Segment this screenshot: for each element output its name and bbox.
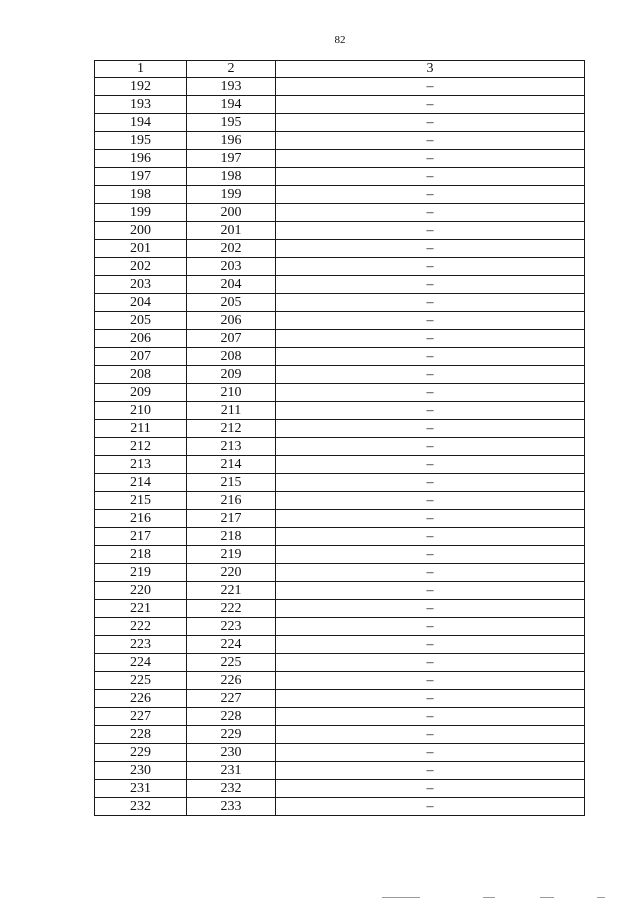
table-cell-col-2: 220 (187, 564, 276, 582)
table-cell-col-1: 194 (95, 114, 187, 132)
table-cell-col-3: – (276, 492, 585, 510)
table-cell-col-3: – (276, 96, 585, 114)
table-cell-col-3: – (276, 420, 585, 438)
table-cell-col-2: 215 (187, 474, 276, 492)
table-row (95, 672, 585, 690)
table-row (95, 690, 585, 708)
table-cell-col-1: 214 (95, 474, 187, 492)
table-cell-col-2: 197 (187, 150, 276, 168)
table-row (95, 78, 585, 96)
table-row (95, 546, 585, 564)
table-cell-col-2: 222 (187, 600, 276, 618)
table-row (95, 420, 585, 438)
table-cell-col-2: 219 (187, 546, 276, 564)
scan-mark (483, 897, 495, 898)
table-cell-col-3: – (276, 456, 585, 474)
table-cell-col-2: 231 (187, 762, 276, 780)
scan-marks (0, 895, 640, 901)
table-row (95, 402, 585, 420)
table-cell-col-3: – (276, 258, 585, 276)
table-cell-col-1: 193 (95, 96, 187, 114)
table-cell-col-2: 199 (187, 186, 276, 204)
column-header-1: 1 (95, 61, 187, 78)
table-cell-col-3: – (276, 744, 585, 762)
table-row (95, 636, 585, 654)
table-cell-col-2: 228 (187, 708, 276, 726)
table-cell-col-1: 228 (95, 726, 187, 744)
table-row (95, 654, 585, 672)
table-row (95, 582, 585, 600)
table-cell-col-1: 197 (95, 168, 187, 186)
table-cell-col-1: 213 (95, 456, 187, 474)
table-row (95, 762, 585, 780)
table-cell-col-2: 209 (187, 366, 276, 384)
table-cell-col-1: 226 (95, 690, 187, 708)
table-cell-col-2: 227 (187, 690, 276, 708)
scan-mark (540, 897, 554, 898)
table-cell-col-2: 200 (187, 204, 276, 222)
table-cell-col-3: – (276, 708, 585, 726)
table-cell-col-3: – (276, 600, 585, 618)
table-row (95, 114, 585, 132)
table-cell-col-1: 207 (95, 348, 187, 366)
table-cell-col-1: 200 (95, 222, 187, 240)
table-cell-col-1: 195 (95, 132, 187, 150)
table-row (95, 708, 585, 726)
table-cell-col-1: 222 (95, 618, 187, 636)
table-cell-col-3: – (276, 114, 585, 132)
table-cell-col-1: 220 (95, 582, 187, 600)
table-cell-col-2: 195 (187, 114, 276, 132)
table-cell-col-2: 224 (187, 636, 276, 654)
table-cell-col-1: 204 (95, 294, 187, 312)
table-cell-col-2: 212 (187, 420, 276, 438)
table-row (95, 258, 585, 276)
table-cell-col-2: 221 (187, 582, 276, 600)
column-header-3: 3 (276, 61, 585, 78)
table-cell-col-3: – (276, 780, 585, 798)
table-cell-col-3: – (276, 564, 585, 582)
table-cell-col-3: – (276, 294, 585, 312)
table-cell-col-2: 207 (187, 330, 276, 348)
table-cell-col-1: 203 (95, 276, 187, 294)
table-header-row (95, 61, 585, 78)
table-cell-col-1: 201 (95, 240, 187, 258)
table-cell-col-1: 218 (95, 546, 187, 564)
table-cell-col-3: – (276, 132, 585, 150)
table-row (95, 294, 585, 312)
table-cell-col-2: 226 (187, 672, 276, 690)
table-cell-col-3: – (276, 798, 585, 816)
table-cell-col-2: 225 (187, 654, 276, 672)
table-cell-col-3: – (276, 690, 585, 708)
table-cell-col-3: – (276, 204, 585, 222)
table-row (95, 600, 585, 618)
table-row (95, 510, 585, 528)
table-row (95, 204, 585, 222)
table-cell-col-3: – (276, 510, 585, 528)
table-cell-col-3: – (276, 186, 585, 204)
table-cell-col-1: 231 (95, 780, 187, 798)
table-cell-col-1: 225 (95, 672, 187, 690)
table-cell-col-3: – (276, 672, 585, 690)
table-row (95, 222, 585, 240)
scan-mark (382, 897, 420, 898)
table-row (95, 168, 585, 186)
table-cell-col-1: 205 (95, 312, 187, 330)
table-cell-col-2: 201 (187, 222, 276, 240)
table-cell-col-1: 210 (95, 402, 187, 420)
table-cell-col-3: – (276, 330, 585, 348)
table-cell-col-2: 206 (187, 312, 276, 330)
table-cell-col-2: 223 (187, 618, 276, 636)
table-cell-col-2: 230 (187, 744, 276, 762)
data-table (94, 60, 585, 816)
table-cell-col-2: 205 (187, 294, 276, 312)
table-cell-col-1: 230 (95, 762, 187, 780)
table-row (95, 366, 585, 384)
table-cell-col-2: 193 (187, 78, 276, 96)
table-cell-col-3: – (276, 168, 585, 186)
table-cell-col-1: 199 (95, 204, 187, 222)
table-cell-col-1: 212 (95, 438, 187, 456)
table-cell-col-2: 196 (187, 132, 276, 150)
table-cell-col-2: 204 (187, 276, 276, 294)
table-cell-col-1: 216 (95, 510, 187, 528)
table-cell-col-2: 202 (187, 240, 276, 258)
table-cell-col-3: – (276, 546, 585, 564)
table-cell-col-1: 208 (95, 366, 187, 384)
table-cell-col-3: – (276, 78, 585, 96)
table-cell-col-3: – (276, 348, 585, 366)
table-row (95, 744, 585, 762)
table-row (95, 726, 585, 744)
table-row (95, 384, 585, 402)
table-cell-col-3: – (276, 582, 585, 600)
table-row (95, 798, 585, 816)
table-row (95, 492, 585, 510)
table-cell-col-1: 192 (95, 78, 187, 96)
table-cell-col-1: 224 (95, 654, 187, 672)
table-cell-col-2: 216 (187, 492, 276, 510)
column-header-2: 2 (187, 61, 276, 78)
table-cell-col-1: 198 (95, 186, 187, 204)
table-cell-col-1: 227 (95, 708, 187, 726)
table-cell-col-1: 211 (95, 420, 187, 438)
table-cell-col-2: 198 (187, 168, 276, 186)
table-cell-col-2: 233 (187, 798, 276, 816)
table-row (95, 186, 585, 204)
table-cell-col-1: 229 (95, 744, 187, 762)
table-row (95, 618, 585, 636)
table-row (95, 132, 585, 150)
table-cell-col-3: – (276, 618, 585, 636)
table-row (95, 528, 585, 546)
table-cell-col-2: 210 (187, 384, 276, 402)
table-cell-col-1: 196 (95, 150, 187, 168)
table-cell-col-1: 206 (95, 330, 187, 348)
table-row (95, 474, 585, 492)
scan-mark (597, 897, 605, 898)
table-cell-col-1: 215 (95, 492, 187, 510)
table-row (95, 330, 585, 348)
table-cell-col-3: – (276, 402, 585, 420)
table-row (95, 312, 585, 330)
table-cell-col-3: – (276, 384, 585, 402)
table-cell-col-2: 214 (187, 456, 276, 474)
table-cell-col-2: 232 (187, 780, 276, 798)
table-cell-col-2: 194 (187, 96, 276, 114)
page-number: 82 (334, 34, 346, 46)
table-cell-col-2: 211 (187, 402, 276, 420)
table-cell-col-3: – (276, 654, 585, 672)
table-row (95, 348, 585, 366)
table-cell-col-1: 202 (95, 258, 187, 276)
table-cell-col-3: – (276, 366, 585, 384)
table-body (95, 61, 585, 816)
table-row (95, 780, 585, 798)
table-cell-col-1: 223 (95, 636, 187, 654)
table-row (95, 150, 585, 168)
table-cell-col-2: 217 (187, 510, 276, 528)
table-cell-col-3: – (276, 762, 585, 780)
table-cell-col-3: – (276, 528, 585, 546)
table-row (95, 564, 585, 582)
table-cell-col-3: – (276, 474, 585, 492)
table-cell-col-3: – (276, 636, 585, 654)
table-cell-col-3: – (276, 312, 585, 330)
table-cell-col-2: 208 (187, 348, 276, 366)
table-cell-col-1: 217 (95, 528, 187, 546)
table-cell-col-2: 213 (187, 438, 276, 456)
table-row (95, 276, 585, 294)
table-cell-col-1: 221 (95, 600, 187, 618)
table-row (95, 456, 585, 474)
table-cell-col-3: – (276, 240, 585, 258)
table-cell-col-3: – (276, 276, 585, 294)
table-row (95, 438, 585, 456)
table-cell-col-3: – (276, 438, 585, 456)
table-cell-col-3: – (276, 150, 585, 168)
table-cell-col-1: 209 (95, 384, 187, 402)
table-cell-col-2: 218 (187, 528, 276, 546)
table-cell-col-1: 232 (95, 798, 187, 816)
table-cell-col-2: 203 (187, 258, 276, 276)
table-cell-col-3: – (276, 222, 585, 240)
table-row (95, 240, 585, 258)
table-row (95, 96, 585, 114)
table-cell-col-1: 219 (95, 564, 187, 582)
table-cell-col-3: – (276, 726, 585, 744)
table-cell-col-2: 229 (187, 726, 276, 744)
